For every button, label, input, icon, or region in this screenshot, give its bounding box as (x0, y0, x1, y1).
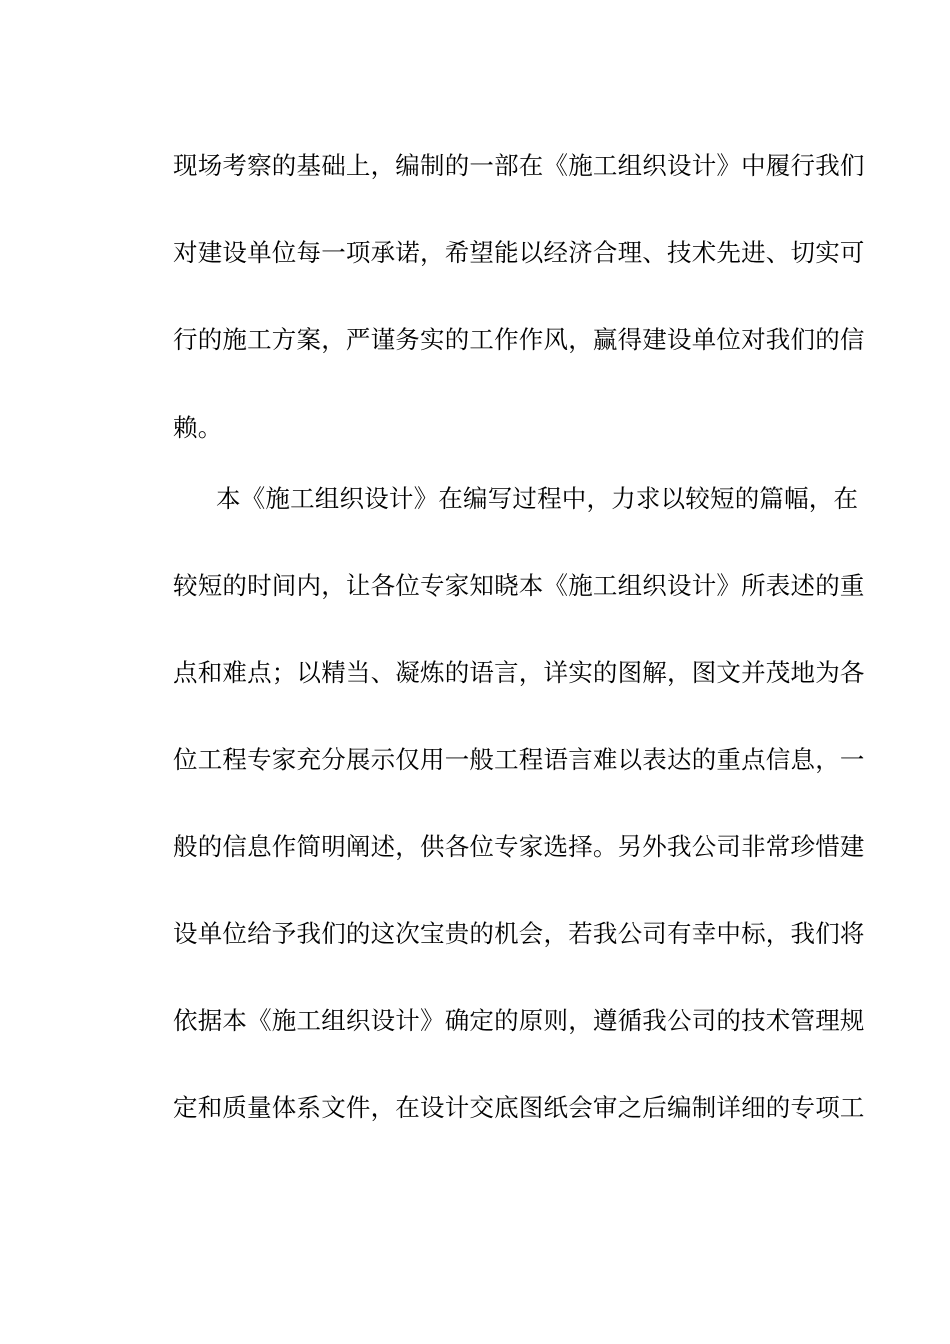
paragraph-line: 依据本《施工组织设计》确定的原则，遵循我公司的技术管理规 (173, 1006, 865, 1035)
paragraph-line: 对建设单位每一项承诺，希望能以经济合理、技术先进、切实可 (173, 238, 865, 267)
paragraph-line: 赖。 (173, 413, 223, 442)
paragraph-line: 点和难点；以精当、凝炼的语言，详实的图解，图文并茂地为各 (173, 658, 865, 687)
paragraph-line: 较短的时间内，让各位专家知晓本《施工组织设计》所表述的重 (173, 571, 865, 600)
paragraph-line: 位工程专家充分展示仅用一般工程语言难以表达的重点信息，一 (173, 745, 865, 774)
paragraph-line: 设单位给予我们的这次宝贵的机会，若我公司有幸中标，我们将 (173, 919, 865, 948)
paragraph-line: 本《施工组织设计》在编写过程中，力求以较短的篇幅，在 (216, 484, 859, 513)
paragraph-line: 现场考察的基础上，编制的一部在《施工组织设计》中履行我们 (173, 151, 865, 180)
paragraph-line: 般的信息作简明阐述，供各位专家选择。另外我公司非常珍惜建 (173, 832, 865, 861)
paragraph-line: 行的施工方案，严谨务实的工作作风，赢得建设单位对我们的信 (173, 325, 865, 354)
paragraph-line: 定和质量体系文件，在设计交底图纸会审之后编制详细的专项工 (173, 1093, 865, 1122)
